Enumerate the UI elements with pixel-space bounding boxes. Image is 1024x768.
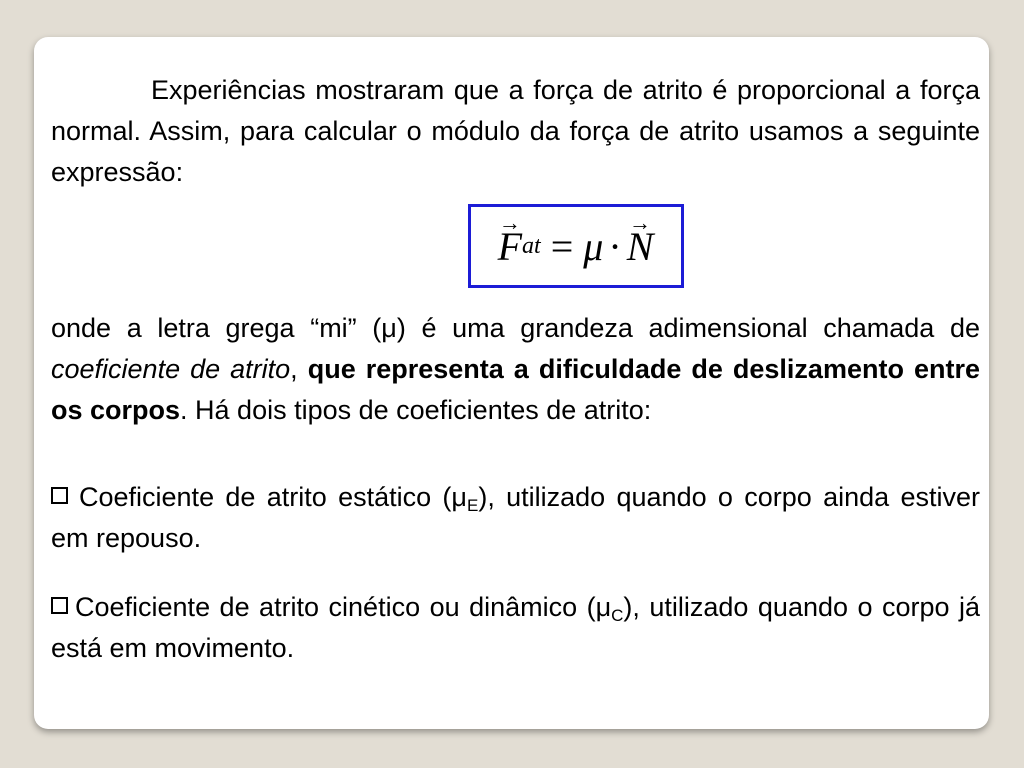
slide-content	[51, 70, 980, 669]
bullet-kinetic-text-2: ), utilizado quando o corpo já está em movimento.	[51, 592, 980, 663]
explanation-paragraph	[51, 308, 980, 431]
bullet-static-subscript: E	[466, 496, 479, 515]
bullet-kinetic-coefficient	[51, 587, 980, 669]
multiply-dot: ·	[608, 223, 622, 269]
intro-paragraph: Experiências mostraram que a força de atrito é proporcional a força normal. Assim, para calcular o módulo da força de atrito usamos a seguinte expressão:	[51, 75, 980, 187]
bullet-static-text-2: ), utilizado quando o corpo ainda estiver em repouso.	[51, 482, 980, 553]
explanation-text-3: . Há dois tipos de coeficientes de atrito:	[180, 395, 652, 425]
bullet-static-text-1: Coeficiente de atrito estático (μ	[79, 482, 467, 512]
bullet-kinetic-text-1: Coeficiente de atrito cinético ou dinâmico (μ	[75, 592, 612, 622]
mu-symbol: μ	[583, 223, 604, 269]
equals-sign: =	[550, 223, 574, 269]
difficulty-phrase: que representa a dificuldade de deslizamento entre os corpos	[51, 354, 980, 425]
coefficient-term: coeficiente de atrito	[51, 354, 291, 384]
bullet-static-coefficient	[51, 477, 980, 559]
formula-container	[51, 204, 980, 288]
force-subscript: at	[522, 232, 541, 259]
checkbox-bullet-icon	[51, 597, 68, 614]
normal-vector-symbol: → N	[627, 226, 654, 267]
force-vector-symbol: → F	[498, 226, 522, 267]
explanation-text-2: ,	[290, 354, 308, 384]
explanation-text-1: onde a letra grega “mi” (μ) é uma grandeza adimensional chamada de	[51, 313, 980, 343]
checkbox-bullet-icon	[51, 487, 68, 504]
bullet-kinetic-subscript: C	[611, 606, 624, 625]
friction-formula	[468, 204, 684, 288]
